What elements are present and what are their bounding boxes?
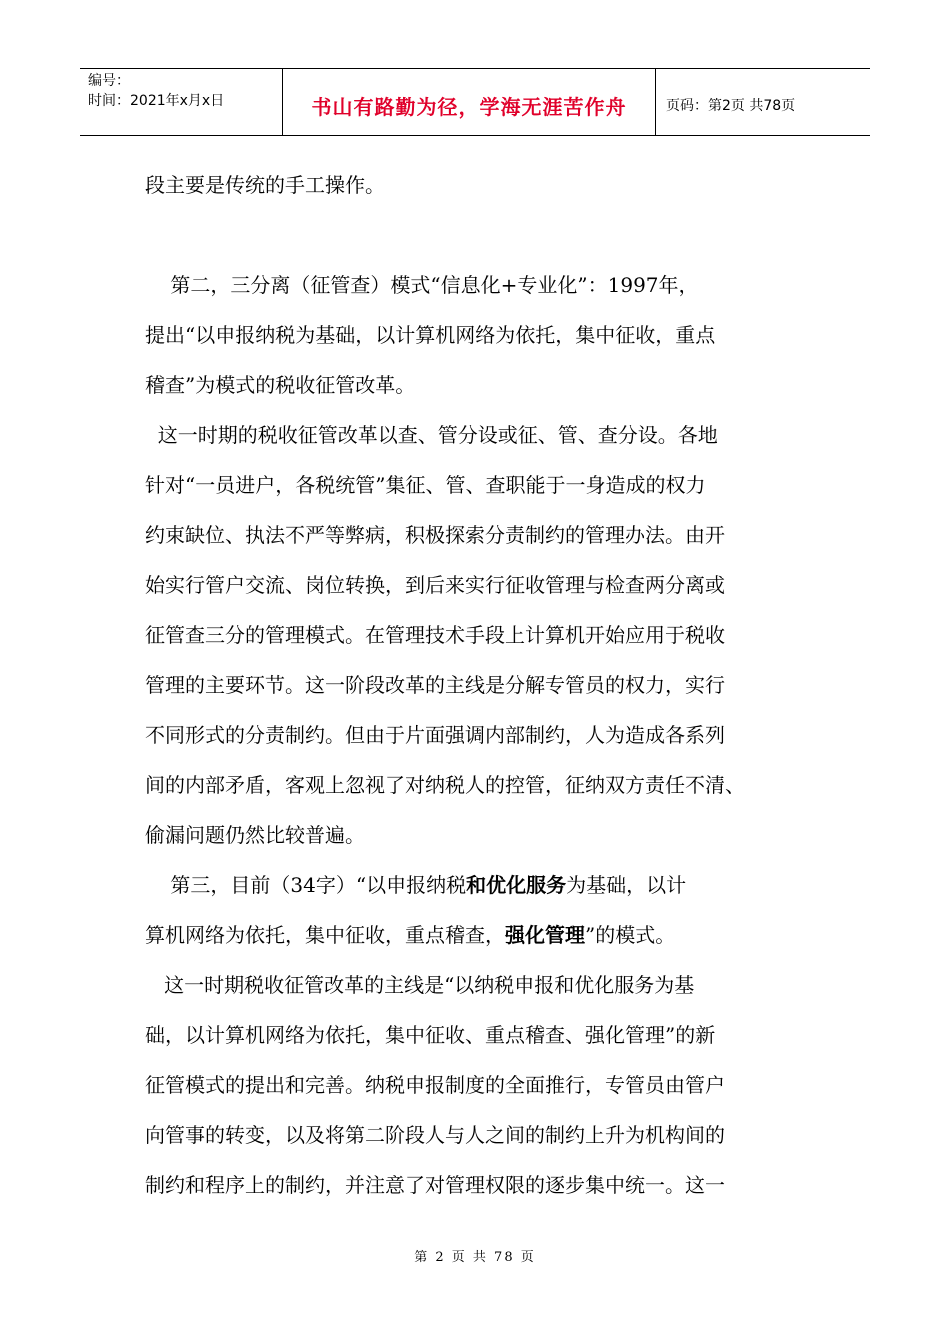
text-line: 针对“一员进户，各税统管”集征、管、查职能于一身造成的权力: [145, 473, 706, 497]
text-line: 段主要是传统的手工操作。: [145, 173, 385, 197]
text-line-mixed: [145, 910, 825, 960]
text-line: 第二，三分离（征管查）模式“信息化+专业化”：1997年，: [145, 273, 699, 297]
document-body: [145, 160, 825, 1210]
text-line: 制约和程序上的制约，并注意了对管理权限的逐步集中统一。这一: [145, 1173, 725, 1197]
text-line: 这一时期税收征管改革的主线是“以纳税申报和优化服务为基: [145, 973, 695, 997]
text-line: 间的内部矛盾，客观上忽视了对纳税人的控管，征纳双方责任不清、: [145, 773, 745, 797]
motto-text: 书山有路勤为径，学海无涯苦作舟: [311, 94, 627, 119]
time-label: 时间：2021年x月x日: [88, 93, 225, 109]
text-line: 管理的主要环节。这一阶段改革的主线是分解专管员的权力，实行: [145, 673, 725, 697]
text-run: 算机网络为依托，集中征收，重点稽查，: [145, 923, 505, 947]
blank-line: [145, 210, 825, 260]
text-line: 提出“以申报纳税为基础，以计算机网络为依托，集中征收，重点: [145, 323, 716, 347]
text-line-mixed: [145, 860, 825, 910]
text-line: 础，以计算机网络为依托，集中征收、重点稽查、强化管理”的新: [145, 1023, 716, 1047]
text-line: 始实行管户交流、岗位转换，到后来实行征收管理与检查两分离或: [145, 573, 725, 597]
text-line: 这一时期的税收征管改革以查、管分设或征、管、查分设。各地: [145, 423, 718, 447]
bold-text-run: 和优化服务: [466, 873, 567, 897]
text-line: 征管查三分的管理模式。在管理技术手段上计算机开始应用于税收: [145, 623, 725, 647]
bold-text-run: 强化管理: [505, 923, 585, 947]
text-line: 征管模式的提出和完善。纳税申报制度的全面推行，专管员由管户: [145, 1073, 725, 1097]
document-header: [80, 68, 870, 136]
text-line: 偷漏问题仍然比较普遍。: [145, 823, 365, 847]
header-page-info: [656, 69, 870, 135]
text-run: 为基础，以计: [566, 873, 687, 897]
text-line: 向管事的转变，以及将第二阶段人与人之间的制约上升为机构间的: [145, 1123, 725, 1147]
page-info-text: 页码：第2页 共78页: [666, 98, 796, 114]
text-run: ”的模式。: [585, 923, 676, 947]
header-motto-cell: [283, 69, 656, 135]
text-line: 稽查”为模式的税收征管改革。: [145, 373, 416, 397]
text-line: 不同形式的分责制约。但由于片面强调内部制约，人为造成各系列: [145, 723, 725, 747]
header-meta: [80, 69, 283, 135]
text-line: 约束缺位、执法不严等弊病，积极探索分责制约的管理办法。由开: [145, 523, 725, 547]
page-footer: 第 2 页 共 78 页: [414, 1250, 536, 1265]
number-label: 编号：: [88, 73, 130, 89]
text-run: 第三，目前（34字）“以申报纳税: [145, 873, 467, 897]
